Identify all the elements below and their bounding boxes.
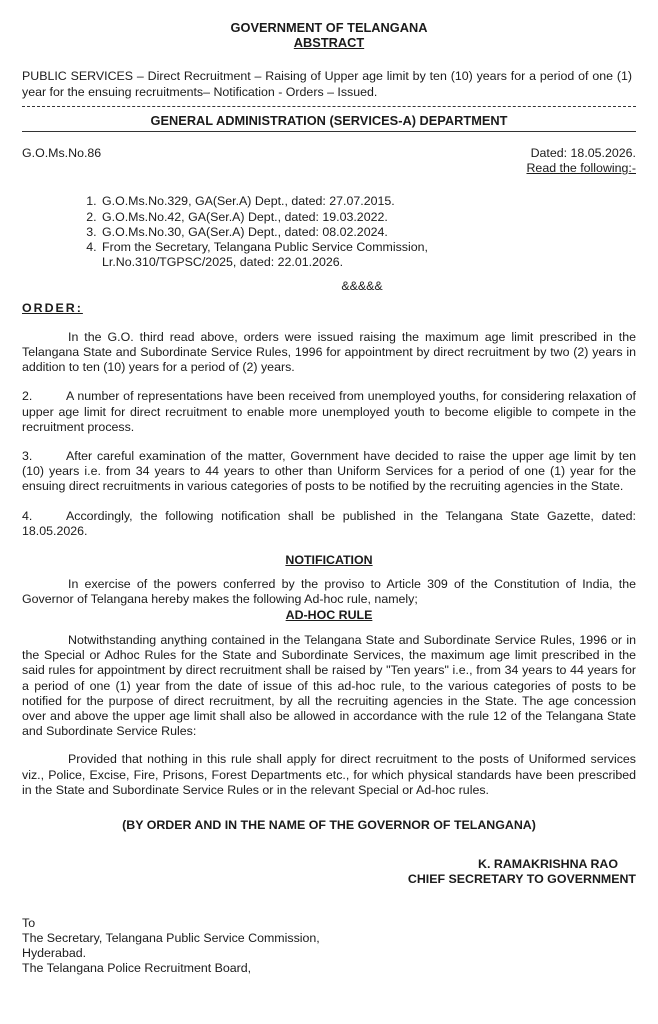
read-following: Read the following:-	[526, 161, 636, 176]
order-paragraph-text: A number of representations have been received from unemployed youths, for considering relaxation of upper age limit for direct recruitment to enable more unemployed youth to become eligible to compete in the recruitment process.	[22, 389, 636, 434]
order-heading: ORDER:	[22, 300, 83, 315]
signatory-block	[22, 857, 636, 887]
reference-item: 4. From the Secretary, Telangana Public Service Commission, Lr.No.310/TGPSC/2025, dated: 22.01.2026.	[100, 240, 636, 270]
department-heading: GENERAL ADMINISTRATION (SERVICES-A) DEPARTMENT	[150, 112, 508, 128]
addressee-line: The Secretary, Telangana Public Service Commission,	[22, 930, 320, 945]
to-label: To	[22, 915, 36, 930]
department-divider	[22, 131, 636, 132]
subject-line: PUBLIC SERVICES – Direct Recruitment – Raising of Upper age limit by ten (10) years for a period of one (1) year for the ensuing recruitments– Notification - Orders – Issued.	[22, 69, 632, 99]
dashed-divider	[22, 106, 636, 107]
abstract-heading: ABSTRACT	[293, 35, 365, 51]
separator-mark: &&&&&	[341, 279, 383, 294]
adhoc-rule-heading: AD-HOC RULE	[285, 607, 373, 622]
go-number-row	[22, 146, 636, 161]
paragraph-number: 2.	[22, 389, 33, 404]
addressee-block	[22, 916, 636, 977]
addressee-line: Hyderabad.	[22, 945, 87, 960]
addressee-line: The Telangana Police Recruitment Board,	[22, 961, 252, 976]
notification-intro: In exercise of the powers conferred by the proviso to Article 309 of the Constitution of India, the Governor of Telangana hereby makes the following Ad-hoc rule, namely;	[22, 577, 636, 607]
order-paragraph-3	[22, 449, 636, 495]
paragraph-number: 4.	[22, 508, 33, 523]
order-paragraph-1	[22, 330, 636, 376]
reference-item: 1. G.O.Ms.No.329, GA(Ser.A) Dept., dated: 27.07.2015.	[100, 194, 636, 209]
references-list	[22, 194, 636, 270]
order-paragraph-text: After careful examination of the matter, Government have decided to raise the upper age limit by ten (10) years i.e. from 34 years to 44 years to other than Uniform Services for a period of one (1) year for the ensuing direct recruitments in various categories of posts to be notified by the recruiting agencies in the State.	[22, 449, 636, 494]
go-date: Dated: 18.05.2026.	[530, 146, 636, 161]
go-number: G.O.Ms.No.86	[22, 146, 102, 161]
order-paragraph-text: In the G.O. third read above, orders were issued raising the maximum age limit prescribed in the Telangana State and Subordinate Service Rules, 1996 for appointment by direct recruitment by two (2) years in addition to ten (10) years for a period of (2) years.	[22, 329, 636, 375]
government-title: GOVERNMENT OF TELANGANA	[230, 20, 428, 35]
by-order-line: (BY ORDER AND IN THE NAME OF THE GOVERNOR OF TELANGANA)	[122, 817, 536, 832]
paragraph-number: 3.	[22, 449, 33, 464]
signatory-title: CHIEF SECRETARY TO GOVERNMENT	[407, 872, 636, 887]
notification-heading: NOTIFICATION	[285, 553, 373, 568]
reference-item: 3. G.O.Ms.No.30, GA(Ser.A) Dept., dated: 08.02.2024.	[100, 225, 636, 240]
order-paragraph-4	[22, 509, 636, 539]
reference-item: 2. G.O.Ms.No.42, GA(Ser.A) Dept., dated: 19.03.2022.	[100, 210, 636, 225]
adhoc-rule-text: Notwithstanding anything contained in the Telangana State and Subordinate Service Rules, 1996 or in the Special or Adhoc Rules for the State and Subordinate Services, the maximum age limit prescribed in the said rules for appointment by direct recruitment shall be raised by "Ten years" i.e., from 34 years to 44 years for a period of one (1) year from the date of issue of this ad-hoc rule, to the various categories of posts to be notified for the purpose of direct recruitment, by all the recruiting agencies in the State. The age concession over and above the upper age limit shall also be allowed in accordance with the rule 12 of the Telangana State and Subordinate Service Rules:	[22, 632, 636, 739]
signatory-name: K. RAMAKRISHNA RAO	[478, 857, 618, 872]
order-paragraph-2	[22, 389, 636, 435]
proviso-text: Provided that nothing in this rule shall apply for direct recruitment to the posts of Uniformed services viz., Police, Excise, Fire, Prisons, Forest Departments etc., for which physical standards have been prescribed in the State and Subordinate Service Rules or in the relevant Special or Ad-hoc rules.	[22, 752, 636, 797]
order-paragraph-text: Accordingly, the following notification shall be published in the Telangana State Gazette, dated: 18.05.2026.	[22, 508, 636, 538]
